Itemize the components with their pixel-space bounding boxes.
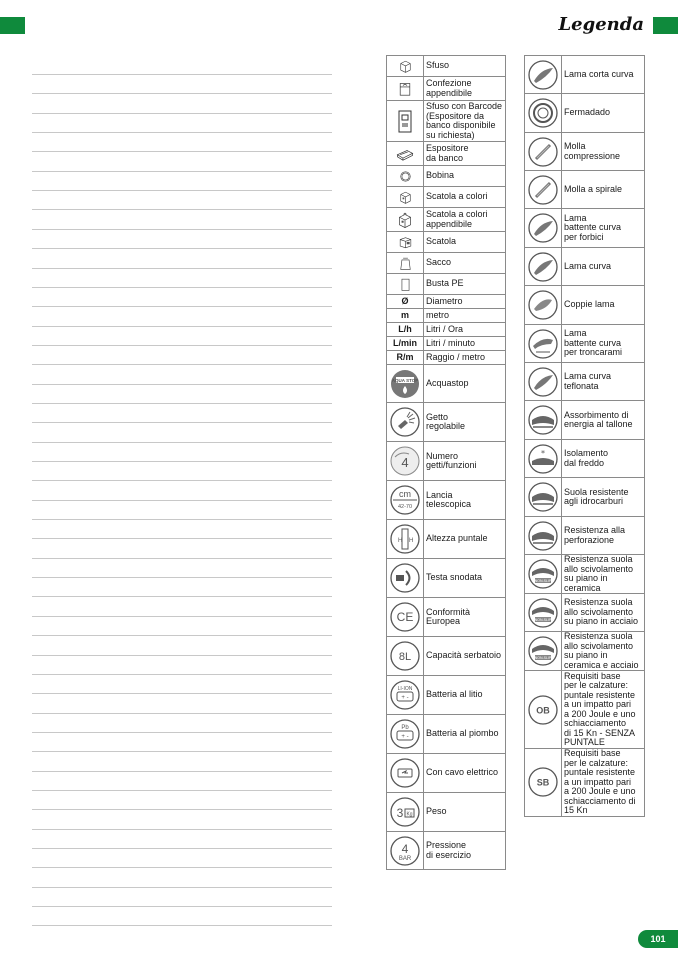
legend-label: Getto regolabile <box>424 403 506 442</box>
legend-label: Litri / minuto <box>424 337 506 351</box>
legend-symbol: Ø <box>387 295 424 309</box>
legend-row <box>387 637 506 676</box>
legend-row <box>525 133 645 171</box>
note-line <box>32 693 332 694</box>
legend-symbol: L/min <box>387 337 424 351</box>
legend-table-right <box>524 55 645 817</box>
anvil-blade-lopper-icon <box>525 325 562 363</box>
svg-text:LI-ION: LI-ION <box>397 686 413 692</box>
note-line <box>32 132 332 133</box>
note-line <box>32 384 332 385</box>
legend-label: Lama curva <box>562 248 645 286</box>
note-line <box>32 655 332 656</box>
legend-row <box>387 323 506 337</box>
sb-footwear-icon <box>525 749 562 817</box>
svg-text:OB: OB <box>536 705 550 715</box>
legend-table-left <box>386 55 506 870</box>
swivel-head-icon <box>387 559 424 598</box>
note-line <box>32 93 332 94</box>
legend-row <box>387 832 506 870</box>
note-line <box>32 519 332 520</box>
slip-ceramic-steel-icon <box>525 632 562 671</box>
legend-symbol: L/h <box>387 323 424 337</box>
note-line <box>32 577 332 578</box>
legend-label: Espositore da banco <box>424 142 506 166</box>
legend-label: Numero getti/funzioni <box>424 442 506 481</box>
barcode-pack-icon <box>387 101 424 142</box>
teflon-blade-icon <box>525 363 562 401</box>
legend-row <box>525 632 645 671</box>
svg-text:8L: 8L <box>398 651 412 663</box>
legend-label: Acquastop <box>424 365 506 403</box>
color-box-icon <box>387 187 424 208</box>
legend-label: Suola resistente agli idrocarburi <box>562 478 645 517</box>
legend-label: Altezza puntale <box>424 520 506 559</box>
legend-row <box>525 555 645 594</box>
note-line <box>32 713 332 714</box>
legend-label: Pressione di esercizio <box>424 832 506 870</box>
svg-text:BAR: BAR <box>398 855 412 862</box>
legend-label: Fermadado <box>562 94 645 133</box>
legend-row <box>525 671 645 749</box>
note-line <box>32 674 332 675</box>
svg-text:CE: CE <box>396 610 414 624</box>
legend-label: Bobina <box>424 166 506 187</box>
svg-text:NON-SLIP: NON-SLIP <box>534 579 552 583</box>
note-line <box>32 751 332 752</box>
legend-label: Capacità serbatoio <box>424 637 506 676</box>
legend-label: metro <box>424 309 506 323</box>
legend-label: Molla a spirale <box>562 171 645 209</box>
legend-row <box>387 559 506 598</box>
legend-label: Resistenza suola allo scivolamento su piano in ceramica e acciaio <box>562 632 645 671</box>
legend-label: Batteria al litio <box>424 676 506 715</box>
slip-steel-icon <box>525 594 562 632</box>
legend-row <box>387 442 506 481</box>
cold-insulation-icon <box>525 440 562 478</box>
legend-label: Sfuso <box>424 56 506 77</box>
note-line <box>32 771 332 772</box>
legend-symbol: R/m <box>387 351 424 365</box>
legend-label: Conformità Europea <box>424 598 506 637</box>
lead-battery-icon <box>387 715 424 754</box>
legend-row <box>387 715 506 754</box>
anvil-blade-scissors-icon <box>525 209 562 248</box>
legend-row <box>525 440 645 478</box>
curved-blade-icon <box>525 248 562 286</box>
legend-label: Requisiti base per le calzature: puntale resistente a un impatto pari a 200 Joule e uno schiacciamento di 15 Kn <box>562 749 645 817</box>
legend-row <box>525 94 645 133</box>
note-line <box>32 616 332 617</box>
pressure-icon <box>387 832 424 870</box>
slip-ceramic-icon <box>525 555 562 594</box>
note-line <box>32 848 332 849</box>
legend-row <box>387 274 506 295</box>
note-line <box>32 906 332 907</box>
counter-display-icon <box>387 142 424 166</box>
legend-row <box>387 166 506 187</box>
note-line <box>32 887 332 888</box>
aquastop-icon <box>387 365 424 403</box>
legend-label: Raggio / metro <box>424 351 506 365</box>
legend-label: Assorbimento di energia al tallone <box>562 401 645 440</box>
note-line <box>32 268 332 269</box>
legend-label: Scatola a colori appendibile <box>424 208 506 232</box>
svg-text:H: H <box>409 538 414 544</box>
svg-text:4: 4 <box>401 455 409 470</box>
legend-label: Resistenza suola allo scivolamento su piano in acciaio <box>562 594 645 632</box>
legend-row <box>387 351 506 365</box>
legend-row <box>387 56 506 77</box>
note-line <box>32 326 332 327</box>
note-line <box>32 732 332 733</box>
legend-row <box>387 101 506 142</box>
svg-text:H: H <box>398 538 403 544</box>
legend-row <box>387 520 506 559</box>
note-line <box>32 171 332 172</box>
note-line <box>32 596 332 597</box>
note-line <box>32 190 332 191</box>
color-box-hang-icon <box>387 208 424 232</box>
svg-text:Pb: Pb <box>401 725 409 731</box>
legend-label: Busta PE <box>424 274 506 295</box>
notes-ruled-lines <box>32 0 332 959</box>
legend-row <box>525 56 645 94</box>
legend-label: Lama curva teflonata <box>562 363 645 401</box>
pe-bag-icon <box>387 274 424 295</box>
legend-label: Lama battente curva per forbici <box>562 209 645 248</box>
svg-text:cm: cm <box>399 489 411 499</box>
note-line <box>32 635 332 636</box>
legend-label: Testa snodata <box>424 559 506 598</box>
telescopic-lance-icon <box>387 481 424 520</box>
ob-footwear-icon <box>525 671 562 749</box>
legend-label: Confezione appendibile <box>424 77 506 101</box>
note-line <box>32 422 332 423</box>
legend-row <box>525 363 645 401</box>
note-line <box>32 364 332 365</box>
legend-label: Resistenza alla perforazione <box>562 517 645 555</box>
svg-text:SB: SB <box>536 777 550 788</box>
note-line <box>32 287 332 288</box>
compression-spring-icon <box>525 133 562 171</box>
svg-text:AQUA STOP: AQUA STOP <box>391 377 419 383</box>
svg-text:+ -: + - <box>401 695 409 701</box>
tip-height-icon <box>387 520 424 559</box>
carton-icon <box>387 232 424 253</box>
note-line <box>32 209 332 210</box>
legend-row <box>387 481 506 520</box>
legend-row <box>525 325 645 363</box>
reel-icon <box>387 166 424 187</box>
svg-text:+ -: + - <box>401 734 409 740</box>
page-title: Legenda <box>558 14 644 35</box>
legend-label: Batteria al piombo <box>424 715 506 754</box>
note-line <box>32 151 332 152</box>
lithium-battery-icon <box>387 676 424 715</box>
stopper-ring-icon <box>525 94 562 133</box>
note-line <box>32 442 332 443</box>
legend-row <box>387 253 506 274</box>
note-line <box>32 500 332 501</box>
weight-icon <box>387 793 424 832</box>
functions-count-icon <box>387 442 424 481</box>
short-curved-blade-icon <box>525 56 562 94</box>
coil-spring-icon <box>525 171 562 209</box>
ce-mark-icon <box>387 598 424 637</box>
legend-row <box>387 403 506 442</box>
svg-text:42-70: 42-70 <box>397 504 413 510</box>
legend-row <box>525 248 645 286</box>
note-line <box>32 345 332 346</box>
legend-label: Scatola a colori <box>424 187 506 208</box>
legend-row <box>525 286 645 325</box>
legend-row <box>525 171 645 209</box>
perforation-resistance-icon <box>525 517 562 555</box>
note-line <box>32 461 332 462</box>
note-line <box>32 248 332 249</box>
note-line <box>32 809 332 810</box>
tank-capacity-icon <box>387 637 424 676</box>
legend-row <box>387 793 506 832</box>
legend-row <box>387 142 506 166</box>
hang-pack-icon <box>387 77 424 101</box>
hydrocarbon-sole-icon <box>525 478 562 517</box>
note-line <box>32 229 332 230</box>
legend-label: Peso <box>424 793 506 832</box>
legend-label: Scatola <box>424 232 506 253</box>
legend-row <box>387 676 506 715</box>
svg-text:NON-SLIP: NON-SLIP <box>534 617 552 622</box>
legend-row <box>387 295 506 309</box>
svg-text:Kg: Kg <box>406 811 413 818</box>
spray-nozzle-icon <box>387 403 424 442</box>
note-line <box>32 74 332 75</box>
legend-row <box>387 598 506 637</box>
note-line <box>32 538 332 539</box>
bag-icon <box>387 253 424 274</box>
legend-label: Resistenza suola allo scivolamento su piano in ceramica <box>562 555 645 594</box>
legend-row <box>387 208 506 232</box>
heel-absorption-icon <box>525 401 562 440</box>
legend-row <box>525 478 645 517</box>
legend-symbol: m <box>387 309 424 323</box>
blade-pair-icon <box>525 286 562 325</box>
box-icon <box>387 56 424 77</box>
legend-label: Coppie lama <box>562 286 645 325</box>
legend-row <box>387 309 506 323</box>
legend-label: Molla compressione <box>562 133 645 171</box>
legend-row <box>387 754 506 793</box>
legend-label: Lancia telescopica <box>424 481 506 520</box>
legend-row <box>387 77 506 101</box>
right-green-tab <box>653 17 678 34</box>
legend-row <box>387 232 506 253</box>
legend-row <box>525 594 645 632</box>
legend-label: Con cavo elettrico <box>424 754 506 793</box>
legend-row <box>525 209 645 248</box>
note-line <box>32 790 332 791</box>
legend-row <box>525 401 645 440</box>
note-line <box>32 480 332 481</box>
power-cable-icon <box>387 754 424 793</box>
note-line <box>32 925 332 926</box>
legend-row <box>525 749 645 817</box>
note-line <box>32 403 332 404</box>
legend-label: Lama battente curva per troncarami <box>562 325 645 363</box>
page-number: 101 <box>638 930 678 948</box>
svg-text:*: * <box>541 448 545 458</box>
legend-label: Requisiti base per le calzature: puntale resistente a un impatto pari a 200 Joule e uno schiacciamento di 15 Kn - SENZA PUNTALE <box>562 671 645 749</box>
legend-row <box>387 365 506 403</box>
note-line <box>32 829 332 830</box>
legend-row <box>387 337 506 351</box>
legend-row <box>387 187 506 208</box>
legend-label: Sfuso con Barcode (Espositore da banco disponibile su richiesta) <box>424 101 506 142</box>
note-line <box>32 558 332 559</box>
svg-text:3: 3 <box>396 806 404 820</box>
svg-text:NON-SLIP: NON-SLIP <box>534 656 552 660</box>
legend-row <box>525 517 645 555</box>
legend-label: Diametro <box>424 295 506 309</box>
note-line <box>32 306 332 307</box>
note-line <box>32 867 332 868</box>
left-green-tab <box>0 17 25 34</box>
legend-label: Sacco <box>424 253 506 274</box>
note-line <box>32 113 332 114</box>
legend-label: Litri / Ora <box>424 323 506 337</box>
svg-text:4: 4 <box>401 841 409 856</box>
legend-label: Isolamento dal freddo <box>562 440 645 478</box>
legend-label: Lama corta curva <box>562 56 645 94</box>
